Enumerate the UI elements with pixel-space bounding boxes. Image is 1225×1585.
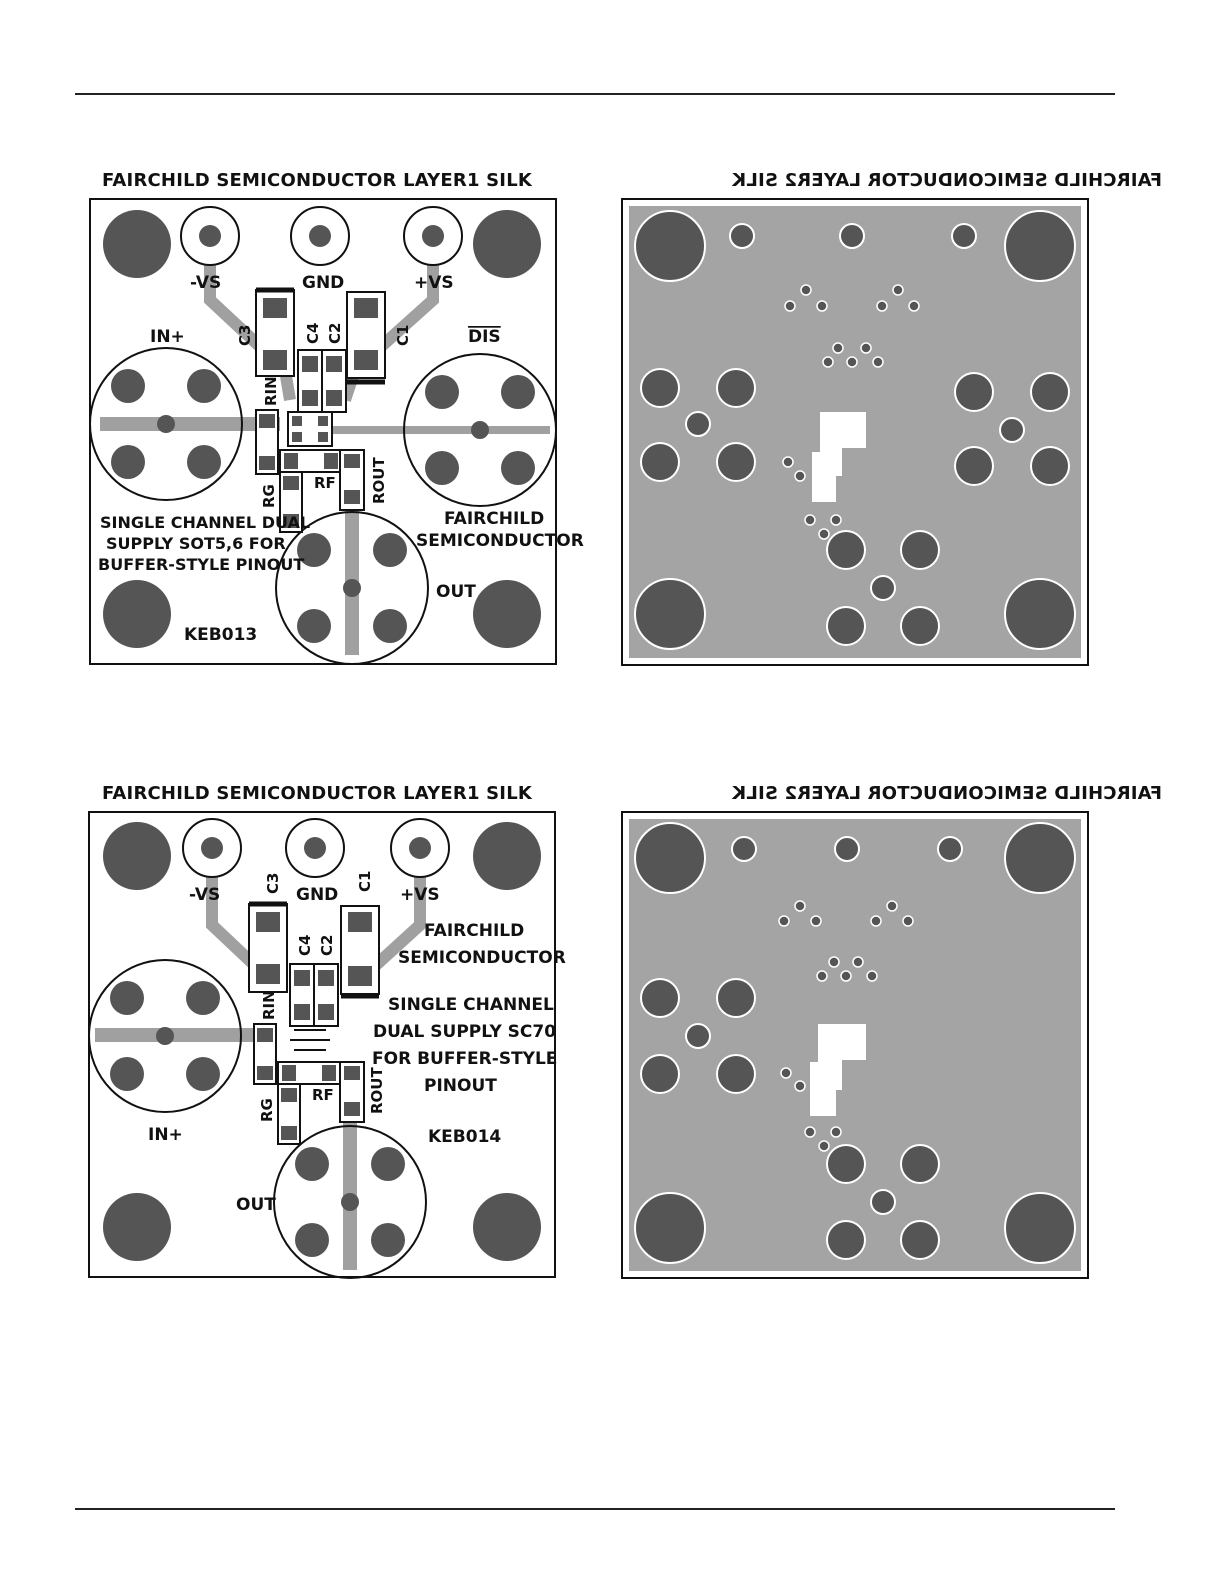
board2-out-label: OUT — [236, 1195, 276, 1215]
board1-c1-label: C1 — [394, 324, 412, 346]
board2-desc-line2: DUAL SUPPLY SC70 — [373, 1022, 557, 1042]
board1-gnd-label: GND — [302, 273, 345, 293]
board2-c1-label: C1 — [356, 870, 374, 892]
board1-rf-label: RF — [314, 474, 336, 492]
board1-dis-label: DIS — [468, 327, 501, 347]
board1-brand-line1: FAIRCHILD — [444, 509, 545, 529]
board1-c3-label: C3 — [236, 324, 254, 346]
board2-rout-label: ROUT — [368, 1067, 386, 1114]
board1-out-label: OUT — [436, 582, 476, 602]
board2-part-label: KEB014 — [428, 1127, 502, 1147]
board2-brand-line2: SEMICONDUCTOR — [398, 948, 566, 968]
board2-c3-label: C3 — [264, 872, 282, 894]
board1-rin-label: RIN — [262, 376, 280, 406]
board1-vs-pos-label: +VS — [414, 273, 454, 293]
board2-desc-line4: PINOUT — [424, 1076, 497, 1096]
board2-desc-line3: FOR BUFFER-STYLE — [372, 1049, 558, 1069]
board1-rg-label: RG — [260, 484, 278, 508]
board1-desc-line1: SINGLE CHANNEL DUAL — [100, 513, 311, 532]
board2-rg-label: RG — [258, 1098, 276, 1122]
layer2-bottom-title: FAIRCHILD SEMICONDUCTOR LAYER2 SILK — [732, 783, 1163, 804]
board1-desc-line3: BUFFER-STYLE PINOUT — [98, 555, 305, 574]
board1-brand-line2: SEMICONDUCTOR — [416, 531, 584, 551]
board1-rout-label: ROUT — [370, 457, 388, 504]
board2-vs-neg-label: -VS — [189, 885, 221, 905]
board2-desc-line1: SINGLE CHANNEL — [388, 995, 554, 1015]
board2-brand-line1: FAIRCHILD — [424, 921, 525, 941]
board1-desc-line2: SUPPLY SOT5,6 FOR — [106, 534, 286, 553]
board1-c2-label: C2 — [326, 322, 344, 344]
layer2-top-title: FAIRCHILD SEMICONDUCTOR LAYER2 SILK — [732, 170, 1163, 191]
layer1-top-title: FAIRCHILD SEMICONDUCTOR LAYER1 SILK — [102, 170, 533, 191]
board1-part-label: KEB013 — [184, 625, 258, 645]
board2-c4-label: C4 — [296, 934, 314, 956]
board1-c4-label: C4 — [304, 322, 322, 344]
board2-vs-pos-label: +VS — [400, 885, 440, 905]
layer1-bottom-title: FAIRCHILD SEMICONDUCTOR LAYER1 SILK — [102, 783, 533, 804]
board2-in-plus-label: IN+ — [148, 1125, 183, 1145]
board2-gnd-label: GND — [296, 885, 339, 905]
board1-in-plus-label: IN+ — [150, 327, 185, 347]
board2-rin-label: RIN — [260, 990, 278, 1020]
board2-rf-label: RF — [312, 1086, 334, 1104]
board2-c2-label: C2 — [318, 934, 336, 956]
board1-vs-neg-label: -VS — [190, 273, 222, 293]
